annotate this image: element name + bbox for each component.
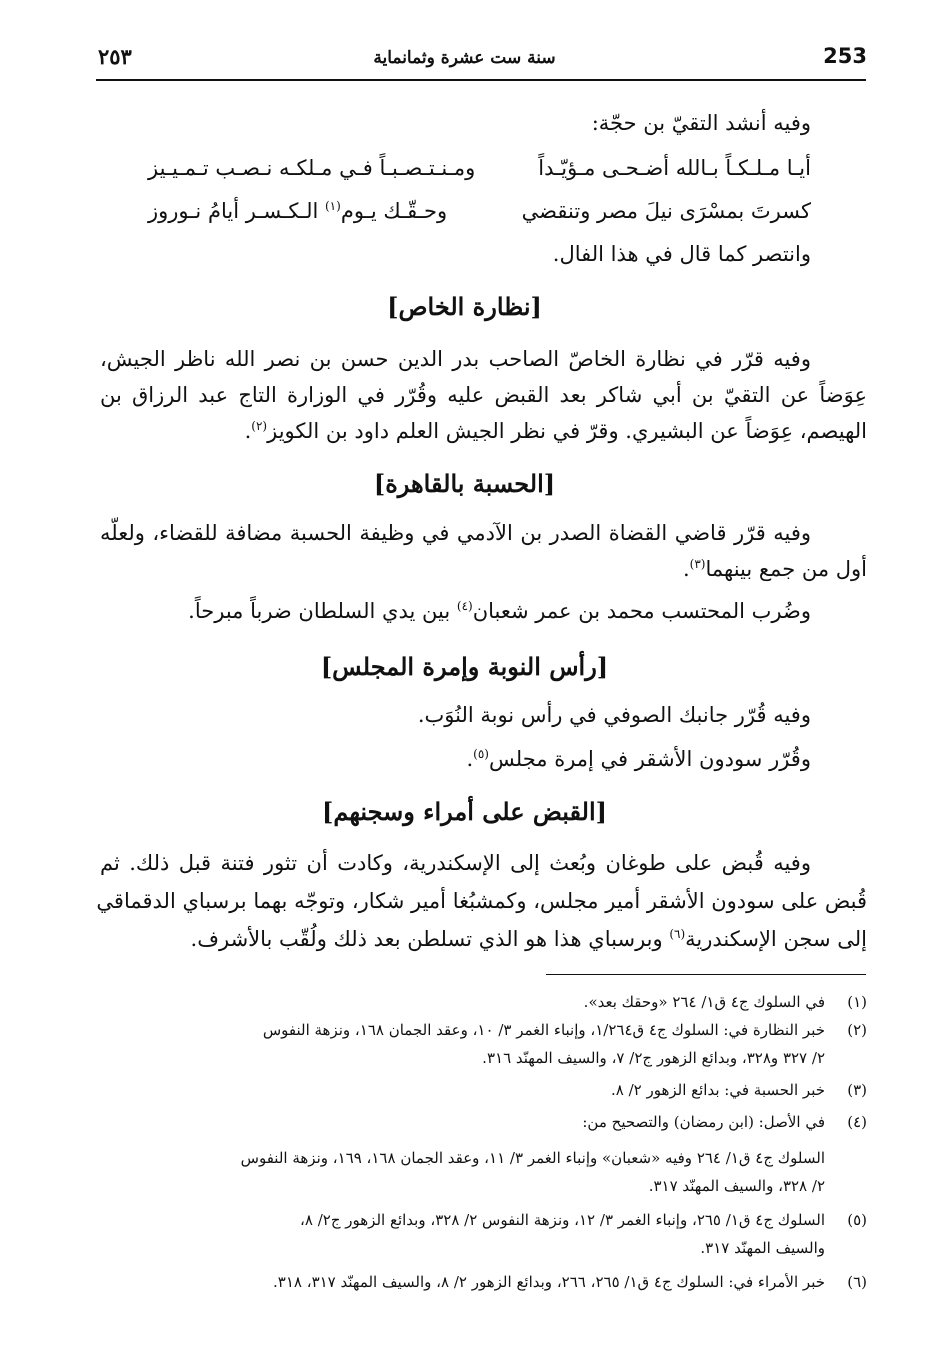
footnote-ref-3[interactable]: (٣) xyxy=(689,557,706,571)
footnote-text: في الأصل: (ابن رمضان) والتصحيح من: xyxy=(582,1113,825,1131)
header-rule xyxy=(96,79,866,81)
poem-verse-1-left: ومـنـتـصـبـاً فـي مـلكـه نـصـب تـمـيـيز xyxy=(148,156,476,180)
paragraph-line-last: أول من جمع بينهما$^{(٣)}$. xyxy=(682,557,867,581)
paragraph-line: وفيه قُرّر جانبك الصوفي في رأس نوبة النُوَب. xyxy=(417,703,811,727)
section-heading-hisba: [الحسبة بالقاهرة] xyxy=(373,469,556,498)
paragraph-line: وفيه قرّر في نظارة الخاصّ الصاحب بدر الدين حسن بن نصر الله ناظر الجيش، xyxy=(100,347,811,371)
footnote-rule xyxy=(546,974,866,975)
footnote-number: (١) xyxy=(847,993,867,1011)
paragraph-line: وفيه قُبض على طوغان وبُعث إلى الإسكندرية، وكادت أن تثور فتنة قبل ذلك. ثم xyxy=(100,851,811,875)
page-number-latin: 253 xyxy=(823,44,867,68)
footnote-text: والسيف المهنّد ٣١٧. xyxy=(700,1239,825,1257)
poem-intro: وفيه أنشد التقيّ بن حجّة: xyxy=(591,111,811,135)
paragraph-line: قُبض على سودون الأشقر أمير مجلس، وكمشبُغا أمير شكار، وتوجّه بهما برسباي الدقماقي xyxy=(96,889,867,913)
footnote-number: (٥) xyxy=(847,1211,867,1229)
footnote-ref-2[interactable]: (٢) xyxy=(251,419,268,433)
footnote-number: (٣) xyxy=(847,1081,867,1099)
paragraph-line-last: إلى سجن الإسكندرية$^{(٦)}$ وبرسباي هذا هو الذي تسلطن بعد ذلك ولُقّب بالأشرف. xyxy=(190,927,867,951)
footnote-ref-6[interactable]: (٦) xyxy=(669,927,686,941)
footnote-number: (٢) xyxy=(847,1021,867,1039)
poem-verse-2-right: كسرتَ بمسْرَى نيلَ مصر وتنقضي xyxy=(521,199,811,223)
after-poem-line: وانتصر كما قال في هذا الفال. xyxy=(552,242,811,266)
paragraph-line: عِوَضاً عن التقيّ بن أبي شاكر بعد القبض عليه وقُرّر في الوزارة التاج عبد الرزاق بن xyxy=(100,383,867,407)
footnote-text: خبر النظارة في: السلوك ج٤ ق١/٢٦٤، وإنباء الغمر ٣/ ١٠، وعقد الجمان ١٦٨، ونزهة النفوس xyxy=(262,1021,825,1039)
footnote-text: خبر الأمراء في: السلوك ج٤ ق١/ ٢٦٥، ٢٦٦، وبدائع الزهور ٢/ ٨، والسيف المهنّد ٣١٧، ٣١٨. xyxy=(273,1273,825,1291)
poem-verse-2-left: وحـقّـك يـوم$^{(١)}$ الـكـسـر أيامُ نـوروز xyxy=(148,199,448,223)
footnote-text: في السلوك ج٤ ق١/ ٢٦٤ «وحقك بعد». xyxy=(583,993,825,1011)
footnote-ref-5[interactable]: (٥) xyxy=(473,747,489,761)
footnote-text: خبر الحسبة في: بدائع الزهور ٢/ ٨. xyxy=(610,1081,825,1099)
running-title: سنة ست عشرة وثمانماية xyxy=(373,48,556,68)
footnote-number: (٤) xyxy=(847,1113,867,1131)
footnote-text: السلوك ج٤ ق١/ ٢٦٤ وفيه «شعبان» وإنباء الغمر ٣/ ١١، وعقد الجمان ١٦٨، ١٦٩، ونزهة النفوس xyxy=(240,1149,825,1167)
paragraph-line: وقُرّر سودون الأشقر في إمرة مجلس$^{(٥)}$. xyxy=(466,747,811,771)
footnote-text: ٢/ ٣٢٨، والسيف المهنّد ٣١٧. xyxy=(648,1177,825,1195)
section-heading-arrests: [القبض على أمراء وسجنهم] xyxy=(322,797,607,826)
footnote-ref-1[interactable]: (١) xyxy=(324,199,341,213)
footnote-ref-4[interactable]: (٤) xyxy=(456,599,473,613)
section-heading-special-office: [نظارة الخاص] xyxy=(387,292,542,321)
section-heading-nawba: [رأس النوبة وإمرة المجلس] xyxy=(320,652,609,681)
paragraph-line: وفيه قرّر قاضي القضاة الصدر بن الآدمي في وظيفة الحسبة مضافة للقضاء، ولعلّه xyxy=(100,521,811,545)
paragraph-line-last: الهيصم، عِوَضاً عن البشيري. وقرّ في نظر الجيش العلم داود بن الكويز$^{(٢)}$. xyxy=(244,419,867,443)
page-number-arabic: ٢٥٣ xyxy=(98,44,132,69)
paragraph-line: وضُرب المحتسب محمد بن عمر شعبان$^{(٤)}$ بين يدي السلطان ضرباً مبرحاً. xyxy=(188,599,811,623)
footnote-text: السلوك ج٤ ق١/ ٢٦٥، وإنباء الغمر ٣/ ١٢، ونزهة النفوس ٢/ ٣٢٨، وبدائع الزهور ج٢/ ٨، xyxy=(300,1211,825,1229)
poem-verse-1-right: أيـا مـلـكـاً بـالله أضـحـى مـؤيّـداً xyxy=(538,156,811,180)
footnote-text: ٢/ ٣٢٧ و٣٢٨، وبدائع الزهور ج٢/ ٧، والسيف المهنّد ٣١٦. xyxy=(482,1049,825,1067)
footnote-number: (٦) xyxy=(847,1273,867,1291)
